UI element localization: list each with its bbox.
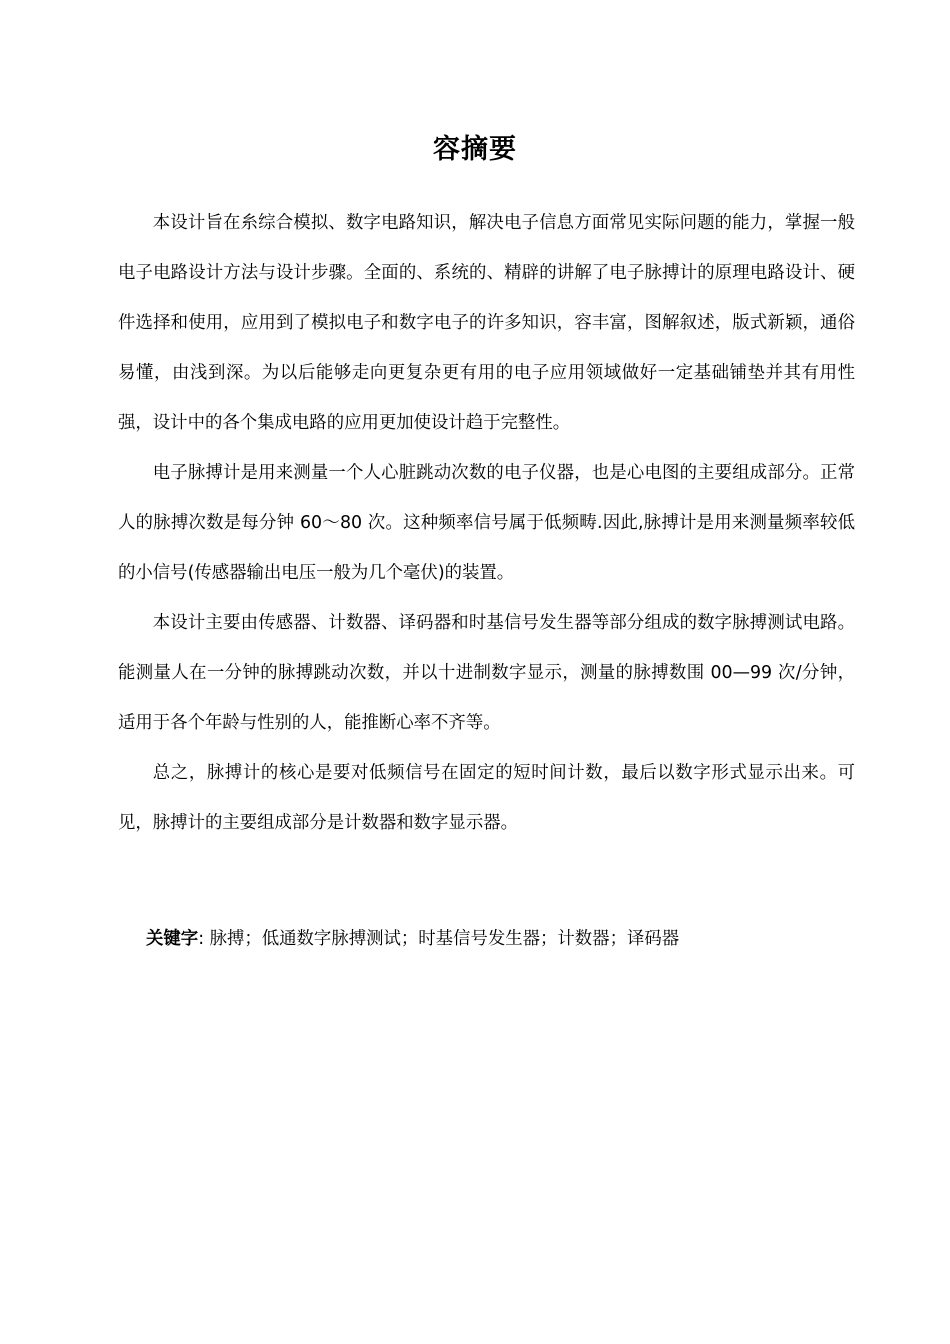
abstract-paragraph-3: 本设计主要由传感器、计数器、译码器和时基信号发生器等部分组成的数字脉搏测试电路。能测量人在一分钟的脉搏跳动次数，并以十进制数字显示，测量的脉搏数围 00—99 次/分钟，适用于各个年龄与性别的人，能推断心率不齐等。	[118, 613, 855, 733]
abstract-paragraph-2: 电子脉搏计是用来测量一个人心脏跳动次数的电子仪器，也是心电图的主要组成部分。正常人的脉搏次数是每分钟 60～80 次。这种频率信号属于低频畴.因此,脉搏计是用来测量频率较低的小信号(传感器输出电压一般为几个毫伏)的装置。	[118, 463, 855, 583]
abstract-paragraph-4: 总之，脉搏计的核心是要对低频信号在固定的短时间计数，最后以数字形式显示出来。可见，脉搏计的主要组成部分是计数器和数字显示器。	[118, 763, 855, 833]
keywords-label: 关键字	[146, 929, 199, 949]
keywords-text: 脉搏；低通数字脉搏测试；时基信号发生器；计数器；译码器	[209, 929, 680, 949]
page-title: 容摘要	[433, 134, 517, 165]
keywords-separator: :	[198, 929, 210, 949]
keywords-line	[146, 917, 855, 961]
abstract-paragraph-1: 本设计旨在糸综合模拟、数字电路知识，解决电子信息方面常见实际问题的能力，掌握一般电子电路设计方法与设计步骤。全面的、系统的、精辟的讲解了电子脉搏计的原理电路设计、硬件选择和使用，应用到了模拟电子和数字电子的许多知识，容丰富，图解叙述，版式新颖，通俗易懂，由浅到深。为以后能够走向更复杂更有用的电子应用领域做好一定基础铺垫并其有用性强，设计中的各个集成电路的应用更加使设计趋于完整性。	[118, 213, 855, 433]
abstract-body	[118, 198, 855, 848]
